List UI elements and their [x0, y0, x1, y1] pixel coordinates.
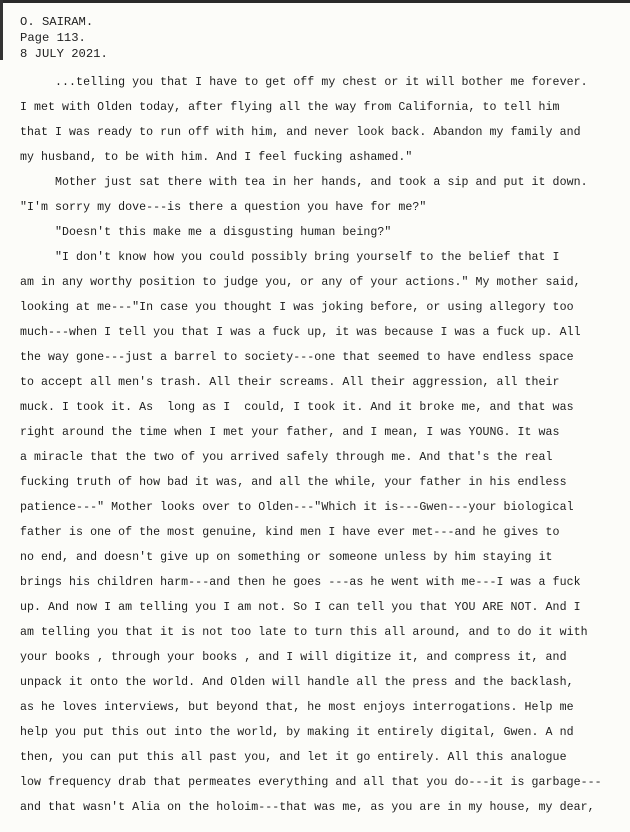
- text-line: much---when I tell you that I was a fuck up, it was because I was a fuck up. All: [20, 326, 581, 339]
- text-line: patience---" Mother looks over to Olden---"Which it is---Gwen---your biological: [20, 501, 574, 514]
- date-line: 8 JULY 2021.: [20, 47, 108, 61]
- text-line: father is one of the most genuine, kind men I have ever met---and he gives to: [20, 526, 560, 539]
- text-line: am telling you that it is not too late to turn this all around, and to do it with: [20, 626, 588, 639]
- text-line: "I'm sorry my dove---is there a question you have for me?": [20, 201, 427, 214]
- page-edge-shadow-left: [0, 0, 3, 60]
- text-line: am in any worthy position to judge you, or any of your actions." My mother said,: [20, 276, 581, 289]
- text-line: the way gone---just a barrel to society---one that seemed to have endless space: [20, 351, 574, 364]
- page-header: [20, 14, 108, 62]
- text-line: help you put this out into the world, by making it entirely digital, Gwen. A nd: [20, 726, 574, 739]
- text-line: my husband, to be with him. And I feel fucking ashamed.": [20, 151, 413, 164]
- text-line: as he loves interviews, but beyond that, he most enjoys interrogations. Help me: [20, 701, 574, 714]
- text-line: I met with Olden today, after flying all the way from California, to tell him: [20, 101, 560, 114]
- text-line: ...telling you that I have to get off my chest or it will bother me forever.: [20, 76, 588, 89]
- author-name: O. SAIRAM.: [20, 15, 94, 29]
- text-line: "I don't know how you could possibly bring yourself to the belief that I: [20, 251, 560, 264]
- text-line: looking at me---"In case you thought I was joking before, or using allegory too: [20, 301, 574, 314]
- text-line: to accept all men's trash. All their screams. All their aggression, all their: [20, 376, 560, 389]
- text-line: a miracle that the two of you arrived safely through me. And that's the real: [20, 451, 553, 464]
- text-line: up. And now I am telling you I am not. So I can tell you that YOU ARE NOT. And I: [20, 601, 581, 614]
- text-line: Mother just sat there with tea in her hands, and took a sip and put it down.: [20, 176, 588, 189]
- text-line: and that wasn't Alia on the holoim---that was me, as you are in my house, my dear,: [20, 801, 595, 814]
- text-line: right around the time when I met your father, and I mean, I was YOUNG. It was: [20, 426, 560, 439]
- page-edge-shadow: [0, 0, 630, 3]
- manuscript-body: [20, 70, 626, 820]
- text-line: low frequency drab that permeates everything and all that you do---it is garbage---: [20, 776, 602, 789]
- text-line: then, you can put this all past you, and let it go entirely. All this analogue: [20, 751, 567, 764]
- text-line: fucking truth of how bad it was, and all the while, your father in his endless: [20, 476, 567, 489]
- text-line: brings his children harm---and then he goes ---as he went with me---I was a fuck: [20, 576, 581, 589]
- text-line: unpack it onto the world. And Olden will handle all the press and the backlash,: [20, 676, 574, 689]
- text-line: that I was ready to run off with him, and never look back. Abandon my family and: [20, 126, 581, 139]
- text-line: your books , through your books , and I will digitize it, and compress it, and: [20, 651, 567, 664]
- page-number: Page 113.: [20, 31, 86, 45]
- text-line: "Doesn't this make me a disgusting human being?": [20, 226, 392, 239]
- text-line: no end, and doesn't give up on something or someone unless by him staying it: [20, 551, 553, 564]
- text-line: muck. I took it. As long as I could, I took it. And it broke me, and that was: [20, 401, 574, 414]
